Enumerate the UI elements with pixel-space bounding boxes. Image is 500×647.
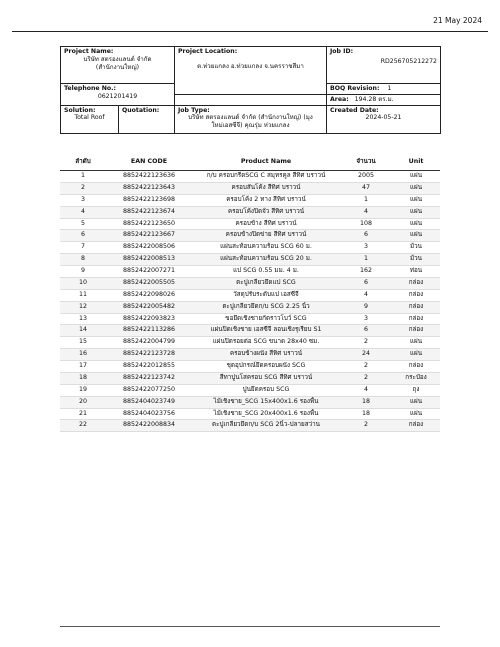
cell-product-name: ครอบข้าง สีทิศ บราวน์ (192, 218, 340, 230)
cell-unit: ม้วน (392, 254, 440, 266)
job-type-label: Job Type: (178, 106, 210, 114)
header-divider (12, 31, 488, 32)
cell-product-name: แผ่นปิดเชิงชาย เอสซีจี ลอนเชิงรุเรียบ S1 (192, 325, 340, 337)
items-body (60, 171, 440, 432)
boq-revision-label: BOQ Revision: (330, 85, 380, 92)
cell-ean-code: 8852422008834 (106, 420, 192, 432)
table-row (60, 349, 440, 361)
cell-ean-code: 8852422005482 (106, 301, 192, 313)
project-name-label: Project Name: (64, 48, 114, 55)
boq-revision-cell (327, 84, 441, 95)
cell-ean-code: 8852404023749 (106, 396, 192, 408)
cell-ean-code: 8852422004799 (106, 337, 192, 349)
cell-index: 9 (60, 266, 106, 278)
job-type-line2: ใหม่เอสซีจี) คุณรุ่ม ห่วยแกลง (211, 122, 290, 129)
cell-index: 3 (60, 194, 106, 206)
cell-quantity: 6 (340, 277, 392, 289)
cell-quantity: 3 (340, 242, 392, 254)
col-header-product: Product Name (192, 152, 340, 171)
cell-product-name: ตะปูเกลียวยึดก/บ SCG 2นิ้ว-ปลายสว่าน (192, 420, 340, 432)
cell-quantity: 4 (340, 206, 392, 218)
telephone-value: 0621201419 (97, 92, 138, 100)
cell-quantity: 4 (340, 289, 392, 301)
table-row (60, 218, 440, 230)
cell-ean-code: 8852422098026 (106, 289, 192, 301)
cell-unit: แผ่น (392, 396, 440, 408)
project-location-value: ต.ท่วยแกลง อ.ท่วยแกลง จ.นครราชสีมา (197, 62, 304, 70)
cell-product-name: แผ่นปิดรอยต่อ SCG ขนาด 28x40 ซม. (192, 337, 340, 349)
cell-ean-code: 8852422093823 (106, 313, 192, 325)
cell-product-name: ครอบข้างผนัง สีทิศ บราวน์ (192, 349, 340, 361)
cell-product-name: ตะปูเกลียวยึดแป SCG (192, 277, 340, 289)
table-row (60, 384, 440, 396)
footer-divider (60, 626, 440, 627)
cell-ean-code: 8852404023756 (106, 408, 192, 420)
cell-unit: แผ่น (392, 218, 440, 230)
cell-ean-code: 8852422012855 (106, 361, 192, 373)
project-name-line1: บริษัท สตรองแลนด์ จำกัด (83, 55, 152, 63)
cell-quantity: 47 (340, 182, 392, 194)
cell-product-name: แผ่นสะท้อนความร้อน SCG 60 ม. (192, 242, 340, 254)
cell-quantity: 24 (340, 349, 392, 361)
table-row (60, 325, 440, 337)
table-row (60, 408, 440, 420)
cell-ean-code: 8852422123674 (106, 206, 192, 218)
cell-ean-code: 8852422005505 (106, 277, 192, 289)
cell-ean-code: 8852422008513 (106, 254, 192, 266)
table-row (60, 372, 440, 384)
cell-unit: กล่อง (392, 361, 440, 373)
cell-product-name: ปูนยึดครอบ SCG (192, 384, 340, 396)
cell-unit: กล่อง (392, 301, 440, 313)
table-row (60, 266, 440, 278)
area-cell (327, 94, 441, 105)
cell-index: 2 (60, 182, 106, 194)
telephone-cell (61, 84, 175, 106)
cell-index: 19 (60, 384, 106, 396)
job-type-line1: บริษัท สตรองแลนด์ จำกัด (สำนักงานใหญ่) (มุง (188, 114, 313, 122)
table-row (60, 396, 440, 408)
cell-index: 7 (60, 242, 106, 254)
cell-product-name: แป SCG 0.55 มม. 4 ม. (192, 266, 340, 278)
cell-unit: กล่อง (392, 313, 440, 325)
cell-unit: แผ่น (392, 337, 440, 349)
cell-index: 8 (60, 254, 106, 266)
project-name-cell (61, 47, 175, 84)
cell-ean-code: 8852422113286 (106, 325, 192, 337)
area-label: Area: (330, 95, 349, 103)
created-date-cell (327, 105, 441, 133)
cell-index: 17 (60, 361, 106, 373)
cell-ean-code: 8852422123636 (106, 171, 192, 183)
items-header-row (60, 152, 440, 171)
cell-ean-code: 8852422123667 (106, 230, 192, 242)
cell-ean-code: 8852422123728 (106, 349, 192, 361)
cell-index: 18 (60, 372, 106, 384)
cell-ean-code: 8852422008506 (106, 242, 192, 254)
boq-revision-value: 1 (387, 85, 392, 92)
job-id-value: RD256705212272 (380, 57, 437, 65)
cell-quantity: 18 (340, 408, 392, 420)
table-row (60, 206, 440, 218)
cell-index: 13 (60, 313, 106, 325)
cell-ean-code: 8852422123742 (106, 372, 192, 384)
cell-unit: กล่อง (392, 420, 440, 432)
col-header-ean: EAN CODE (106, 152, 192, 171)
job-id-label: Job ID: (330, 48, 354, 55)
solution-cell (61, 105, 119, 133)
cell-unit: แผ่น (392, 182, 440, 194)
cell-index: 20 (60, 396, 106, 408)
col-header-quantity: จำนวน (340, 152, 392, 171)
cell-quantity: 162 (340, 266, 392, 278)
quotation-cell (119, 105, 175, 133)
table-row (60, 420, 440, 432)
cell-index: 22 (60, 420, 106, 432)
table-row (60, 242, 440, 254)
cell-unit: ถุง (392, 384, 440, 396)
cell-ean-code: 8852422077250 (106, 384, 192, 396)
cell-quantity: 1 (340, 194, 392, 206)
cell-unit: กล่อง (392, 289, 440, 301)
cell-unit: ท่อน (392, 266, 440, 278)
table-row (60, 171, 440, 183)
cell-quantity: 3 (340, 313, 392, 325)
cell-index: 6 (60, 230, 106, 242)
quotation-label: Quotation: (122, 106, 160, 114)
cell-product-name: ครอบสันโค้ง สีทิศ บราวน์ (192, 182, 340, 194)
col-header-unit: Unit (392, 152, 440, 171)
cell-index: 21 (60, 408, 106, 420)
boq-items-table (60, 152, 440, 432)
cell-quantity: 1 (340, 254, 392, 266)
cell-index: 5 (60, 218, 106, 230)
cell-index: 12 (60, 301, 106, 313)
job-id-cell (327, 47, 441, 84)
cell-unit: แผ่น (392, 194, 440, 206)
cell-quantity: 18 (340, 396, 392, 408)
cell-quantity: 2005 (340, 171, 392, 183)
cell-index: 14 (60, 325, 106, 337)
cell-unit: แผ่น (392, 230, 440, 242)
cell-ean-code: 8852422123643 (106, 182, 192, 194)
cell-index: 1 (60, 171, 106, 183)
cell-product-name: ขอยึดเชิงชายกัดราวโบว์ SCG (192, 313, 340, 325)
report-date: 21 May 2024 (433, 16, 482, 25)
col-header-index: ลำดับ (60, 152, 106, 171)
cell-index: 11 (60, 289, 106, 301)
table-row (60, 289, 440, 301)
project-location-label: Project Location: (178, 48, 238, 55)
cell-product-name: ครอบข้างปิดข่าย สีทิศ บราวน์ (192, 230, 340, 242)
cell-product-name: ตะปูเกลียวยึดก/บ SCG 2.25 นิ้ว (192, 301, 340, 313)
cell-quantity: 2 (340, 372, 392, 384)
table-row (60, 277, 440, 289)
solution-label: Solution: (64, 106, 96, 114)
cell-product-name: ชุดอุปกรณ์ยึดครอบผนัง SCG (192, 361, 340, 373)
cell-quantity: 9 (340, 301, 392, 313)
table-row (60, 313, 440, 325)
cell-unit: แผ่น (392, 408, 440, 420)
area-value: 194.28 ตร.ม. (354, 95, 394, 103)
project-location-cell (175, 47, 327, 95)
cell-ean-code: 8852422123650 (106, 218, 192, 230)
job-type-cell (175, 105, 327, 133)
cell-index: 16 (60, 349, 106, 361)
table-row (60, 337, 440, 349)
cell-product-name: ไม้เชิงชาย_SCG 20x400x1.6 รองพื้น (192, 408, 340, 420)
cell-quantity: 6 (340, 230, 392, 242)
cell-unit: แผ่น (392, 206, 440, 218)
cell-product-name: ไม้เชิงชาย_SCG 15x400x1.6 รองพื้น (192, 396, 340, 408)
cell-product-name: ครอบโค้งปิดจั่ว สีทิศ บราวน์ (192, 206, 340, 218)
project-info-table (60, 46, 441, 134)
cell-product-name: ก/บ ครอบกรีดSCG C สมุทรคูล สีทิศ บราวน์ (192, 171, 340, 183)
cell-product-name: สีทาปูนโสครอบ SCG สีทิศ บราวน์ (192, 372, 340, 384)
project-name-line2: (สำนักงานใหญ่) (95, 63, 140, 71)
cell-unit: ม้วน (392, 242, 440, 254)
cell-quantity: 2 (340, 337, 392, 349)
area-spacer-cell (175, 94, 327, 105)
cell-ean-code: 8852422007271 (106, 266, 192, 278)
telephone-label: Telephone No.: (64, 85, 117, 92)
table-row (60, 361, 440, 373)
cell-quantity: 6 (340, 325, 392, 337)
created-date-label: Created Date: (330, 106, 379, 114)
solution-value: Total Roof (74, 114, 105, 122)
table-row (60, 194, 440, 206)
cell-index: 15 (60, 337, 106, 349)
cell-unit: กระป๋อง (392, 372, 440, 384)
cell-product-name: ครอบโค้ง 2 ทาง สีทิศ บราวน์ (192, 194, 340, 206)
created-date-value: 2024-05-21 (365, 114, 402, 122)
table-row (60, 230, 440, 242)
cell-quantity: 4 (340, 384, 392, 396)
cell-unit: แผ่น (392, 349, 440, 361)
cell-quantity: 2 (340, 361, 392, 373)
cell-quantity: 108 (340, 218, 392, 230)
cell-unit: แผ่น (392, 171, 440, 183)
cell-index: 10 (60, 277, 106, 289)
table-row (60, 254, 440, 266)
cell-index: 4 (60, 206, 106, 218)
cell-unit: กล่อง (392, 277, 440, 289)
cell-product-name: วัสดุปรับระดับแป เอสซีจี (192, 289, 340, 301)
cell-unit: กล่อง (392, 325, 440, 337)
cell-quantity: 2 (340, 420, 392, 432)
table-row (60, 182, 440, 194)
cell-product-name: แผ่นสะท้อนความร้อน SCG 20 ม. (192, 254, 340, 266)
cell-ean-code: 8852422123698 (106, 194, 192, 206)
table-row (60, 301, 440, 313)
